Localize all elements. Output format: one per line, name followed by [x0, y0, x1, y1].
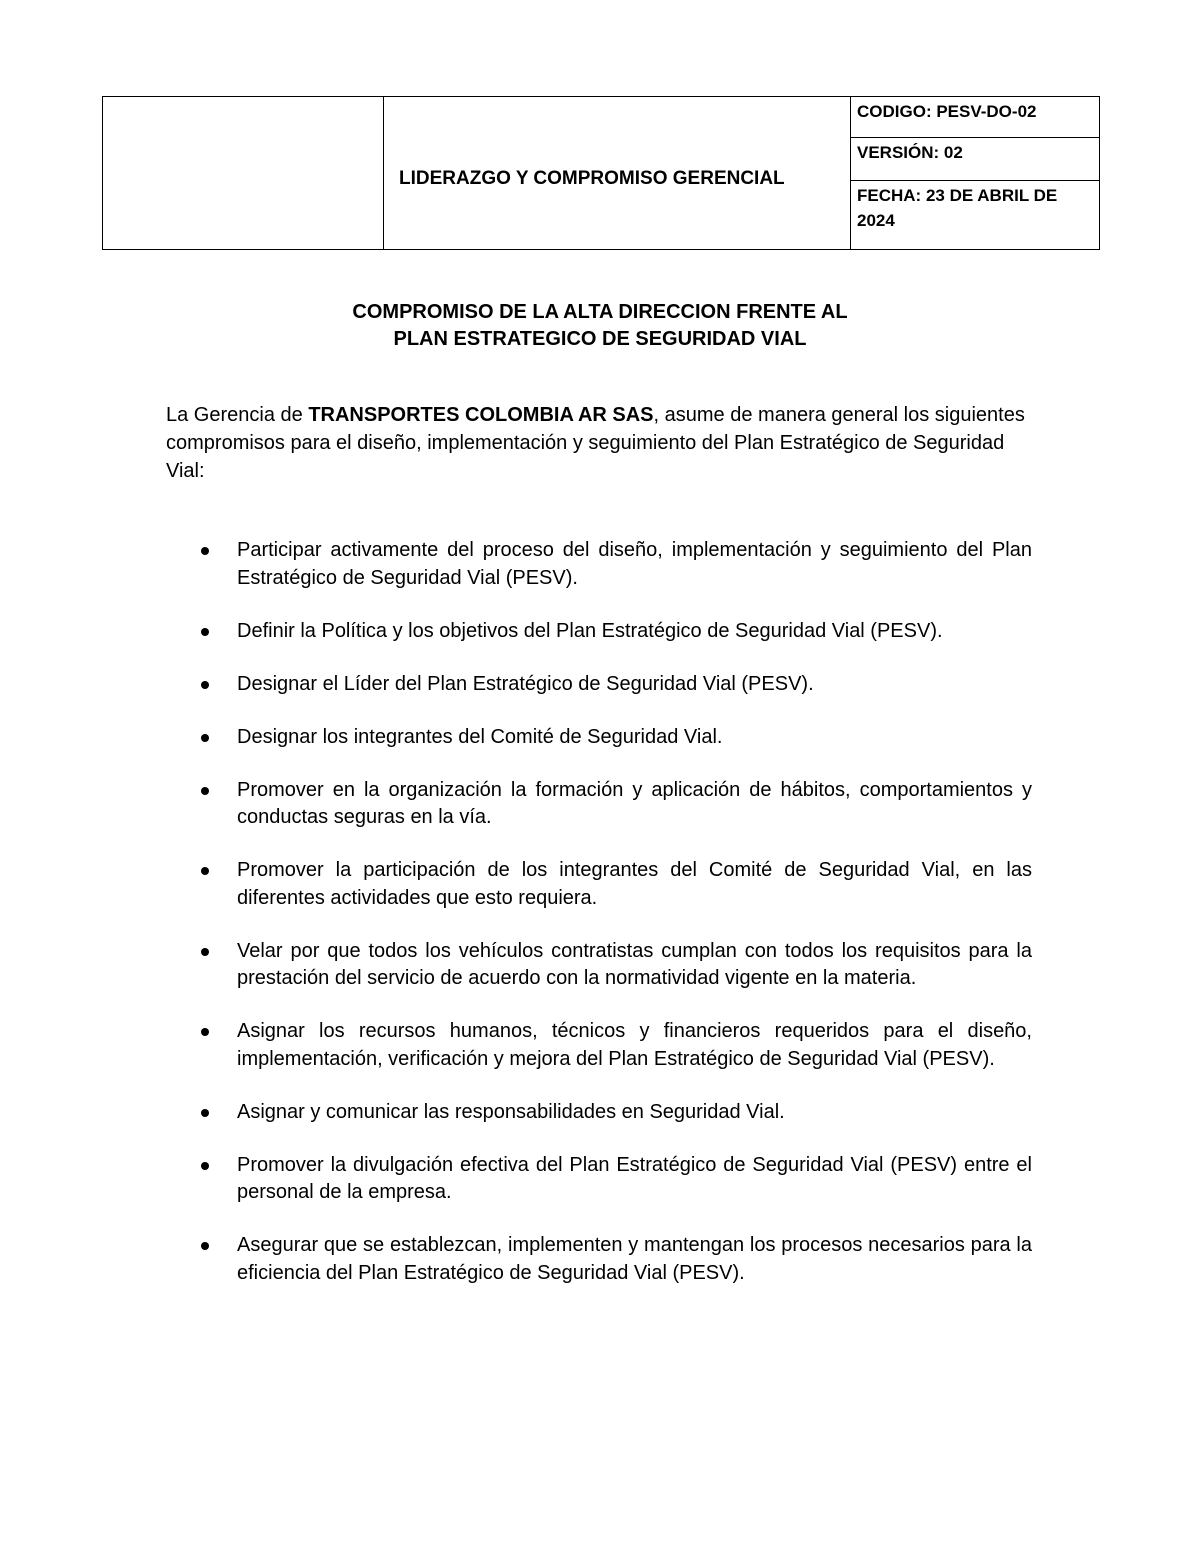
bullet-icon: [201, 547, 209, 555]
bullet-icon: [201, 628, 209, 636]
intro-after: , asume de manera general los siguientes compromisos para el diseño, implementación y seguimiento del Plan Estratégico de Seguridad Vial:: [166, 404, 1025, 482]
commitment-text: Asignar los recursos humanos, técnicos y financieros requeridos para el diseño, implementación, verificación y mejora del Plan Estratégico de Seguridad Vial (PESV).: [237, 1020, 1032, 1070]
company-name: TRANSPORTES COLOMBIA AR SAS: [308, 404, 654, 426]
document-title: LIDERAZGO Y COMPROMISO GERENCIAL: [384, 97, 851, 250]
list-item: [166, 857, 1032, 912]
document-code: CODIGO: PESV-DO-02: [851, 97, 1100, 138]
document-heading: [0, 299, 1200, 353]
list-item: [166, 1018, 1032, 1073]
commitment-text: Promover en la organización la formación y aplicación de hábitos, comportamientos y conductas seguras en la vía.: [237, 778, 1032, 828]
commitment-text: Velar por que todos los vehículos contratistas cumplan con todos los requisitos para la prestación del servicio de acuerdo con la normatividad vigente en la materia.: [237, 939, 1032, 989]
heading-line-2: PLAN ESTRATEGICO DE SEGURIDAD VIAL: [393, 328, 807, 350]
intro-before: La Gerencia de: [166, 404, 309, 426]
commitment-text: Designar el Líder del Plan Estratégico de Seguridad Vial (PESV).: [237, 672, 814, 695]
bullet-icon: [201, 1028, 209, 1036]
bullet-icon: [201, 787, 209, 795]
bullet-icon: [201, 1242, 209, 1250]
bullet-icon: [201, 867, 209, 875]
commitment-text: Designar los integrantes del Comité de Seguridad Vial.: [237, 725, 723, 748]
list-item: [166, 671, 1032, 699]
document-version: VERSIÓN: 02: [851, 137, 1100, 180]
list-item: [166, 1152, 1032, 1207]
commitment-text: Promover la participación de los integrantes del Comité de Seguridad Vial, en las diferentes actividades que esto requiera.: [237, 859, 1032, 909]
list-item: [166, 724, 1032, 752]
list-item: [166, 777, 1032, 832]
bullet-icon: [201, 734, 209, 742]
document-header-table: [102, 96, 1100, 250]
commitment-text: Asegurar que se establezcan, implementen y mantengan los procesos necesarios para la eficiencia del Plan Estratégico de Seguridad Vial (PESV).: [237, 1234, 1032, 1284]
commitment-text: Definir la Política y los objetivos del Plan Estratégico de Seguridad Vial (PESV).: [237, 619, 943, 642]
bullet-icon: [201, 1162, 209, 1170]
list-item: [166, 1099, 1032, 1127]
bullet-icon: [201, 681, 209, 689]
commitment-text: Promover la divulgación efectiva del Plan Estratégico de Seguridad Vial (PESV) entre el personal de la empresa.: [237, 1153, 1032, 1203]
list-item: [166, 537, 1032, 592]
document-date: FECHA: 23 DE ABRIL DE 2024: [851, 180, 1100, 249]
logo-placeholder-cell: [103, 97, 384, 250]
bullet-icon: [201, 1109, 209, 1117]
list-item: [166, 618, 1032, 646]
list-item: [166, 1232, 1032, 1287]
commitments-list: [166, 537, 1032, 1313]
commitment-text: Participar activamente del proceso del diseño, implementación y seguimiento del Plan Estratégico de Seguridad Vial (PESV).: [237, 539, 1032, 589]
bullet-icon: [201, 948, 209, 956]
heading-line-1: COMPROMISO DE LA ALTA DIRECCION FRENTE AL: [352, 301, 848, 323]
list-item: [166, 938, 1032, 993]
intro-paragraph: [166, 401, 1032, 485]
commitment-text: Asignar y comunicar las responsabilidades en Seguridad Vial.: [237, 1100, 785, 1123]
